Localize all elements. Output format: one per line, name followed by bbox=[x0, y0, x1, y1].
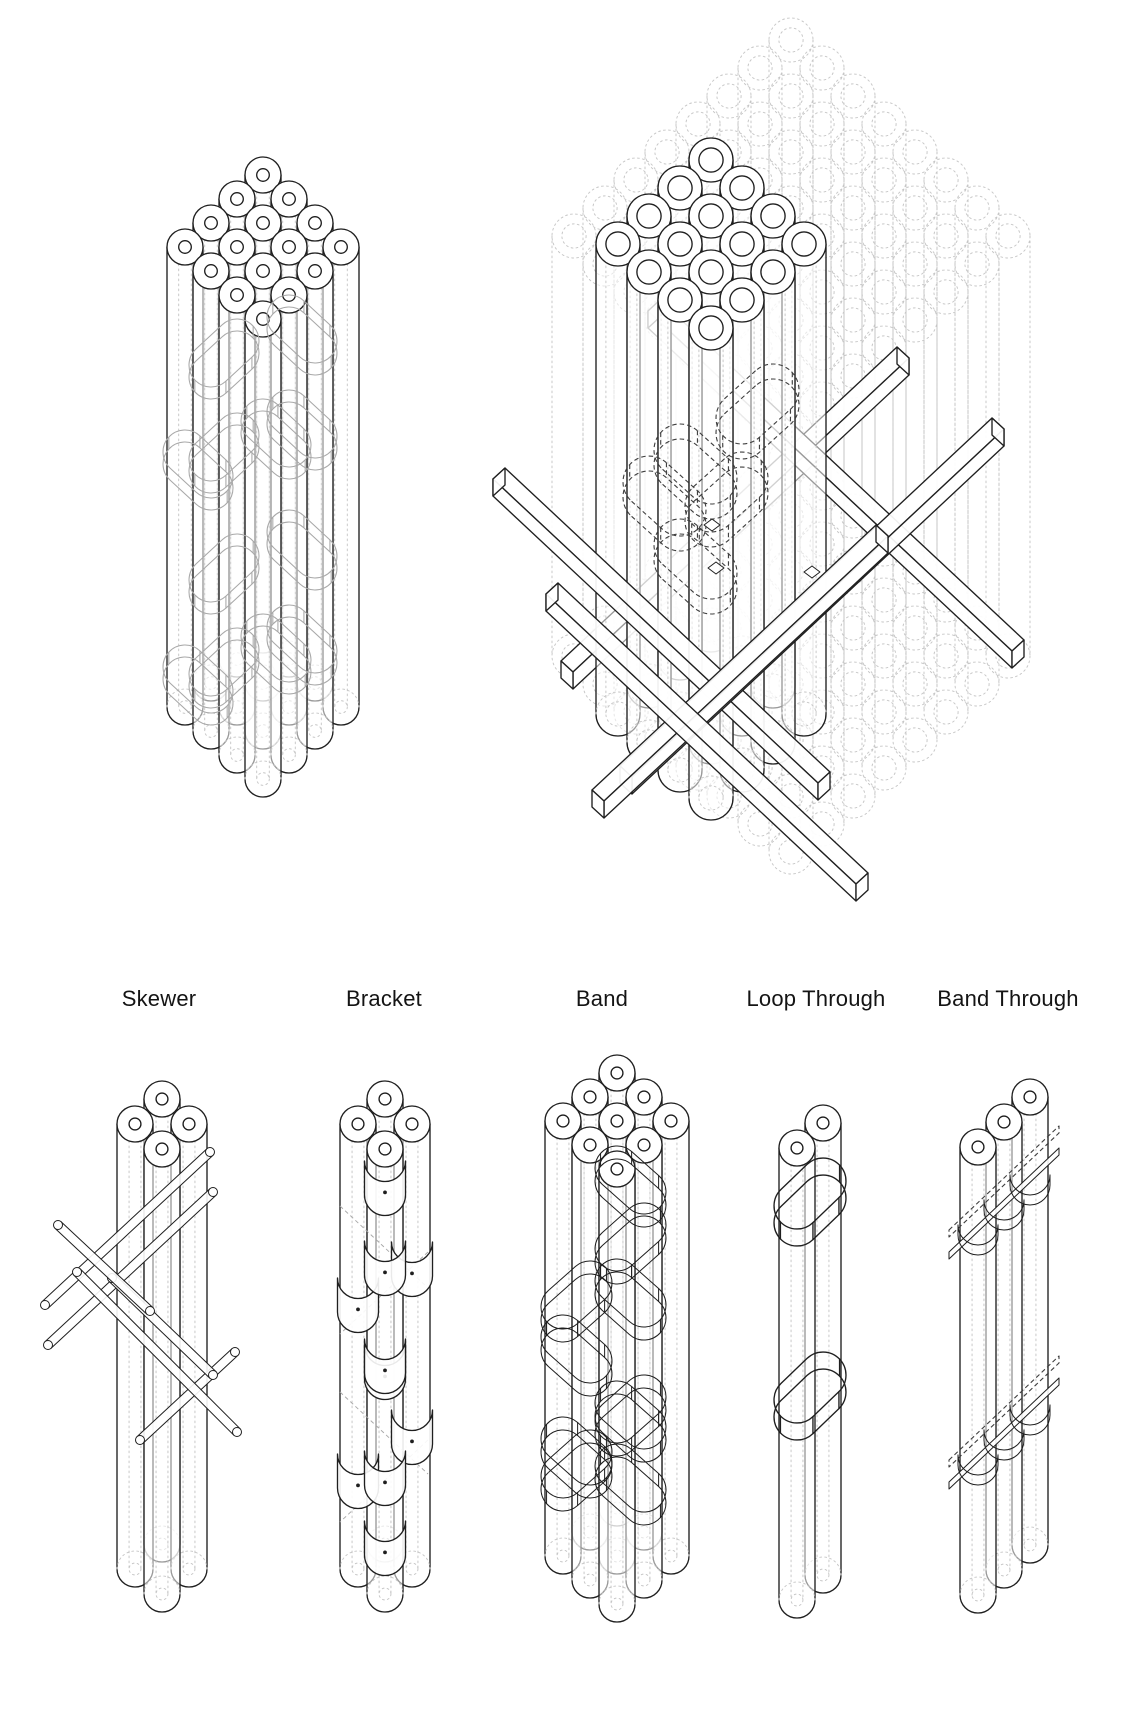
figure-tube-bundle-banded bbox=[163, 157, 359, 797]
caption-band-through: Band Through bbox=[937, 986, 1079, 1011]
figure-detail-band bbox=[541, 1055, 689, 1622]
figure-detail-skewer bbox=[41, 1081, 242, 1612]
figure-bundle-in-beam-grid bbox=[493, 18, 1030, 901]
caption-band: Band bbox=[575, 986, 629, 1011]
caption-bracket: Bracket bbox=[346, 986, 422, 1011]
figure-detail-loop-through bbox=[774, 1105, 846, 1618]
caption-row bbox=[0, 986, 1140, 1016]
caption-loop-through: Loop Through bbox=[746, 986, 886, 1011]
figure-detail-band-through bbox=[949, 1079, 1059, 1613]
caption-skewer: Skewer bbox=[121, 986, 197, 1011]
figure-detail-bracket bbox=[338, 1081, 433, 1612]
